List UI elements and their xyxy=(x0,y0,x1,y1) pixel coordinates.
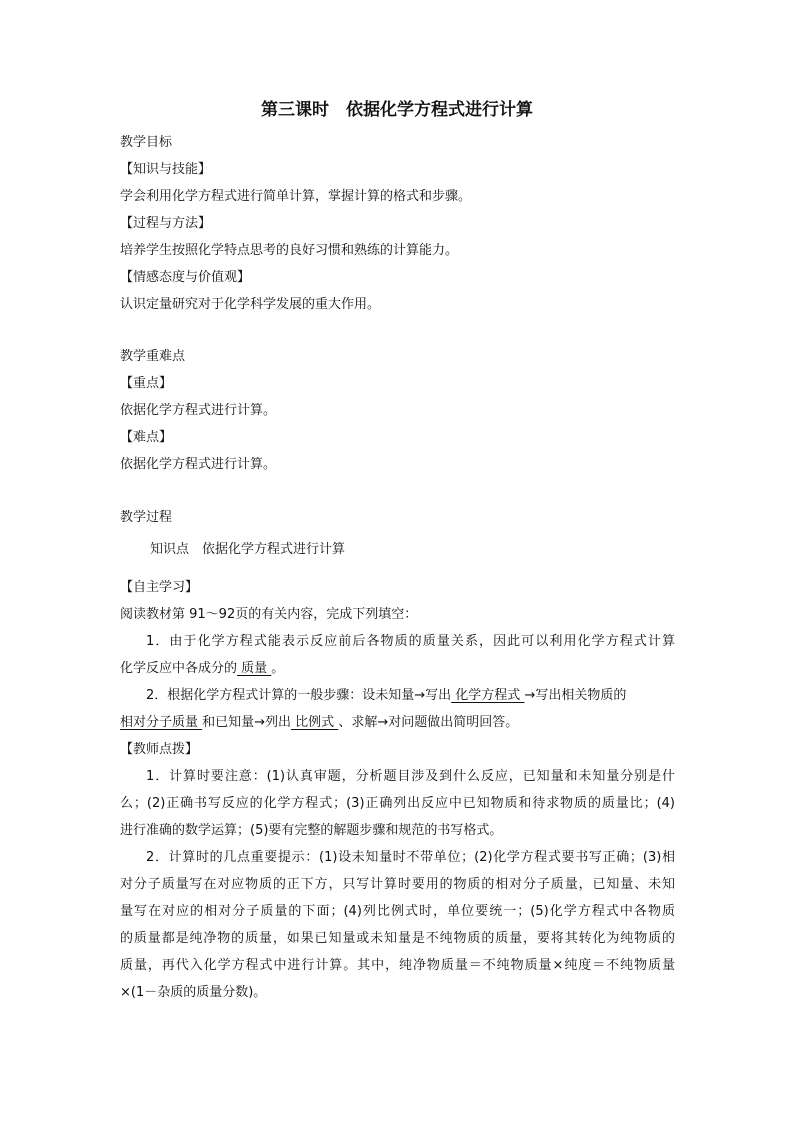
item-1-line-1: 1．由于化学方程式能表示反应前后各物质的质量关系，因此可以利用化学方程式计算 xyxy=(146,634,675,649)
tip-2-line-6: ×(1－杂质的质量分数)。 xyxy=(120,985,267,1000)
tip-2-line-5: 质量，再代入化学方程式中进行计算。其中，纯净物质量＝不纯物质量×纯度＝不纯物质量 xyxy=(120,958,675,973)
key-difficult-heading: 教学重难点 xyxy=(120,349,186,364)
answer-blank-equation: 化学方程式 xyxy=(451,688,525,703)
process-method-heading: 【过程与方法】 xyxy=(120,216,212,231)
teacher-tips-heading: 【教师点拨】 xyxy=(120,742,199,757)
tip-1-line-3: 进行准确的数学运算；(5)要有完整的解题步骤和规范的书写格式。 xyxy=(120,823,503,838)
answer-blank-mass: 质量 xyxy=(237,661,272,676)
teaching-process-heading: 教学过程 xyxy=(120,510,173,525)
difficult-point-heading: 【难点】 xyxy=(120,430,173,445)
knowledge-skills-heading: 【知识与技能】 xyxy=(120,162,212,177)
tip-2-line-4: 的质量都是纯净物的质量，如果已知量或未知量是不纯物质的质量，要将其转化为纯物质的 xyxy=(120,931,675,946)
key-point-heading: 【重点】 xyxy=(120,376,173,391)
difficult-point-text: 依据化学方程式进行计算。 xyxy=(120,457,277,472)
teaching-goals-heading: 教学目标 xyxy=(120,135,173,150)
tip-1-line-2: 么；(2)正确书写反应的化学方程式；(3)正确列出反应中已知物质和待求物质的质量比；(4) xyxy=(120,796,675,811)
process-method-text: 培养学生按照化学特点思考的良好习惯和熟练的计算能力。 xyxy=(120,243,459,258)
tip-2-line-3: 量写在对应的相对分子质量的下面；(4)列比例式时，单位要统一；(5)化学方程式中各物质 xyxy=(120,904,675,919)
answer-blank-molecular-mass: 相对分子质量 xyxy=(120,715,203,730)
tip-2-line-2: 对分子质量写在对应物质的正下方，只写计算时要用的物质的相对分子质量，已知量、未知 xyxy=(120,877,675,892)
key-point-text: 依据化学方程式进行计算。 xyxy=(120,403,277,418)
self-study-heading: 【自主学习】 xyxy=(120,580,199,595)
item-1-line-2: 化学反应中各成分的 质量 。 xyxy=(120,661,285,676)
self-study-intro: 阅读教材第 91～92页的有关内容，完成下列填空： xyxy=(120,607,418,622)
emotion-values-text: 认识定量研究对于化学科学发展的重大作用。 xyxy=(120,297,381,312)
knowledge-point-title: 知识点 依据化学方程式进行计算 xyxy=(150,542,346,557)
tip-2-line-1: 2．计算时的几点重要提示：(1)设未知量时不带单位；(2)化学方程式要书写正确；(3)相 xyxy=(146,850,675,865)
item-2-line-1: 2．根据化学方程式计算的一般步骤：设未知量→写出 化学方程式 →写出相关物质的 xyxy=(146,688,627,703)
tip-1-line-1: 1．计算时要注意：(1)认真审题，分析题目涉及到什么反应，已知量和未知量分别是什 xyxy=(146,769,675,784)
emotion-values-heading: 【情感态度与价值观】 xyxy=(120,270,251,285)
answer-blank-proportion: 比例式 xyxy=(291,715,339,730)
page-title: 第三课时 依据化学方程式进行计算 xyxy=(261,100,533,120)
knowledge-skills-text: 学会利用化学方程式进行简单计算，掌握计算的格式和步骤。 xyxy=(120,189,472,204)
item-2-line-2: 相对分子质量 和已知量→列出 比例式 、求解→对问题做出简明回答。 xyxy=(120,715,519,730)
